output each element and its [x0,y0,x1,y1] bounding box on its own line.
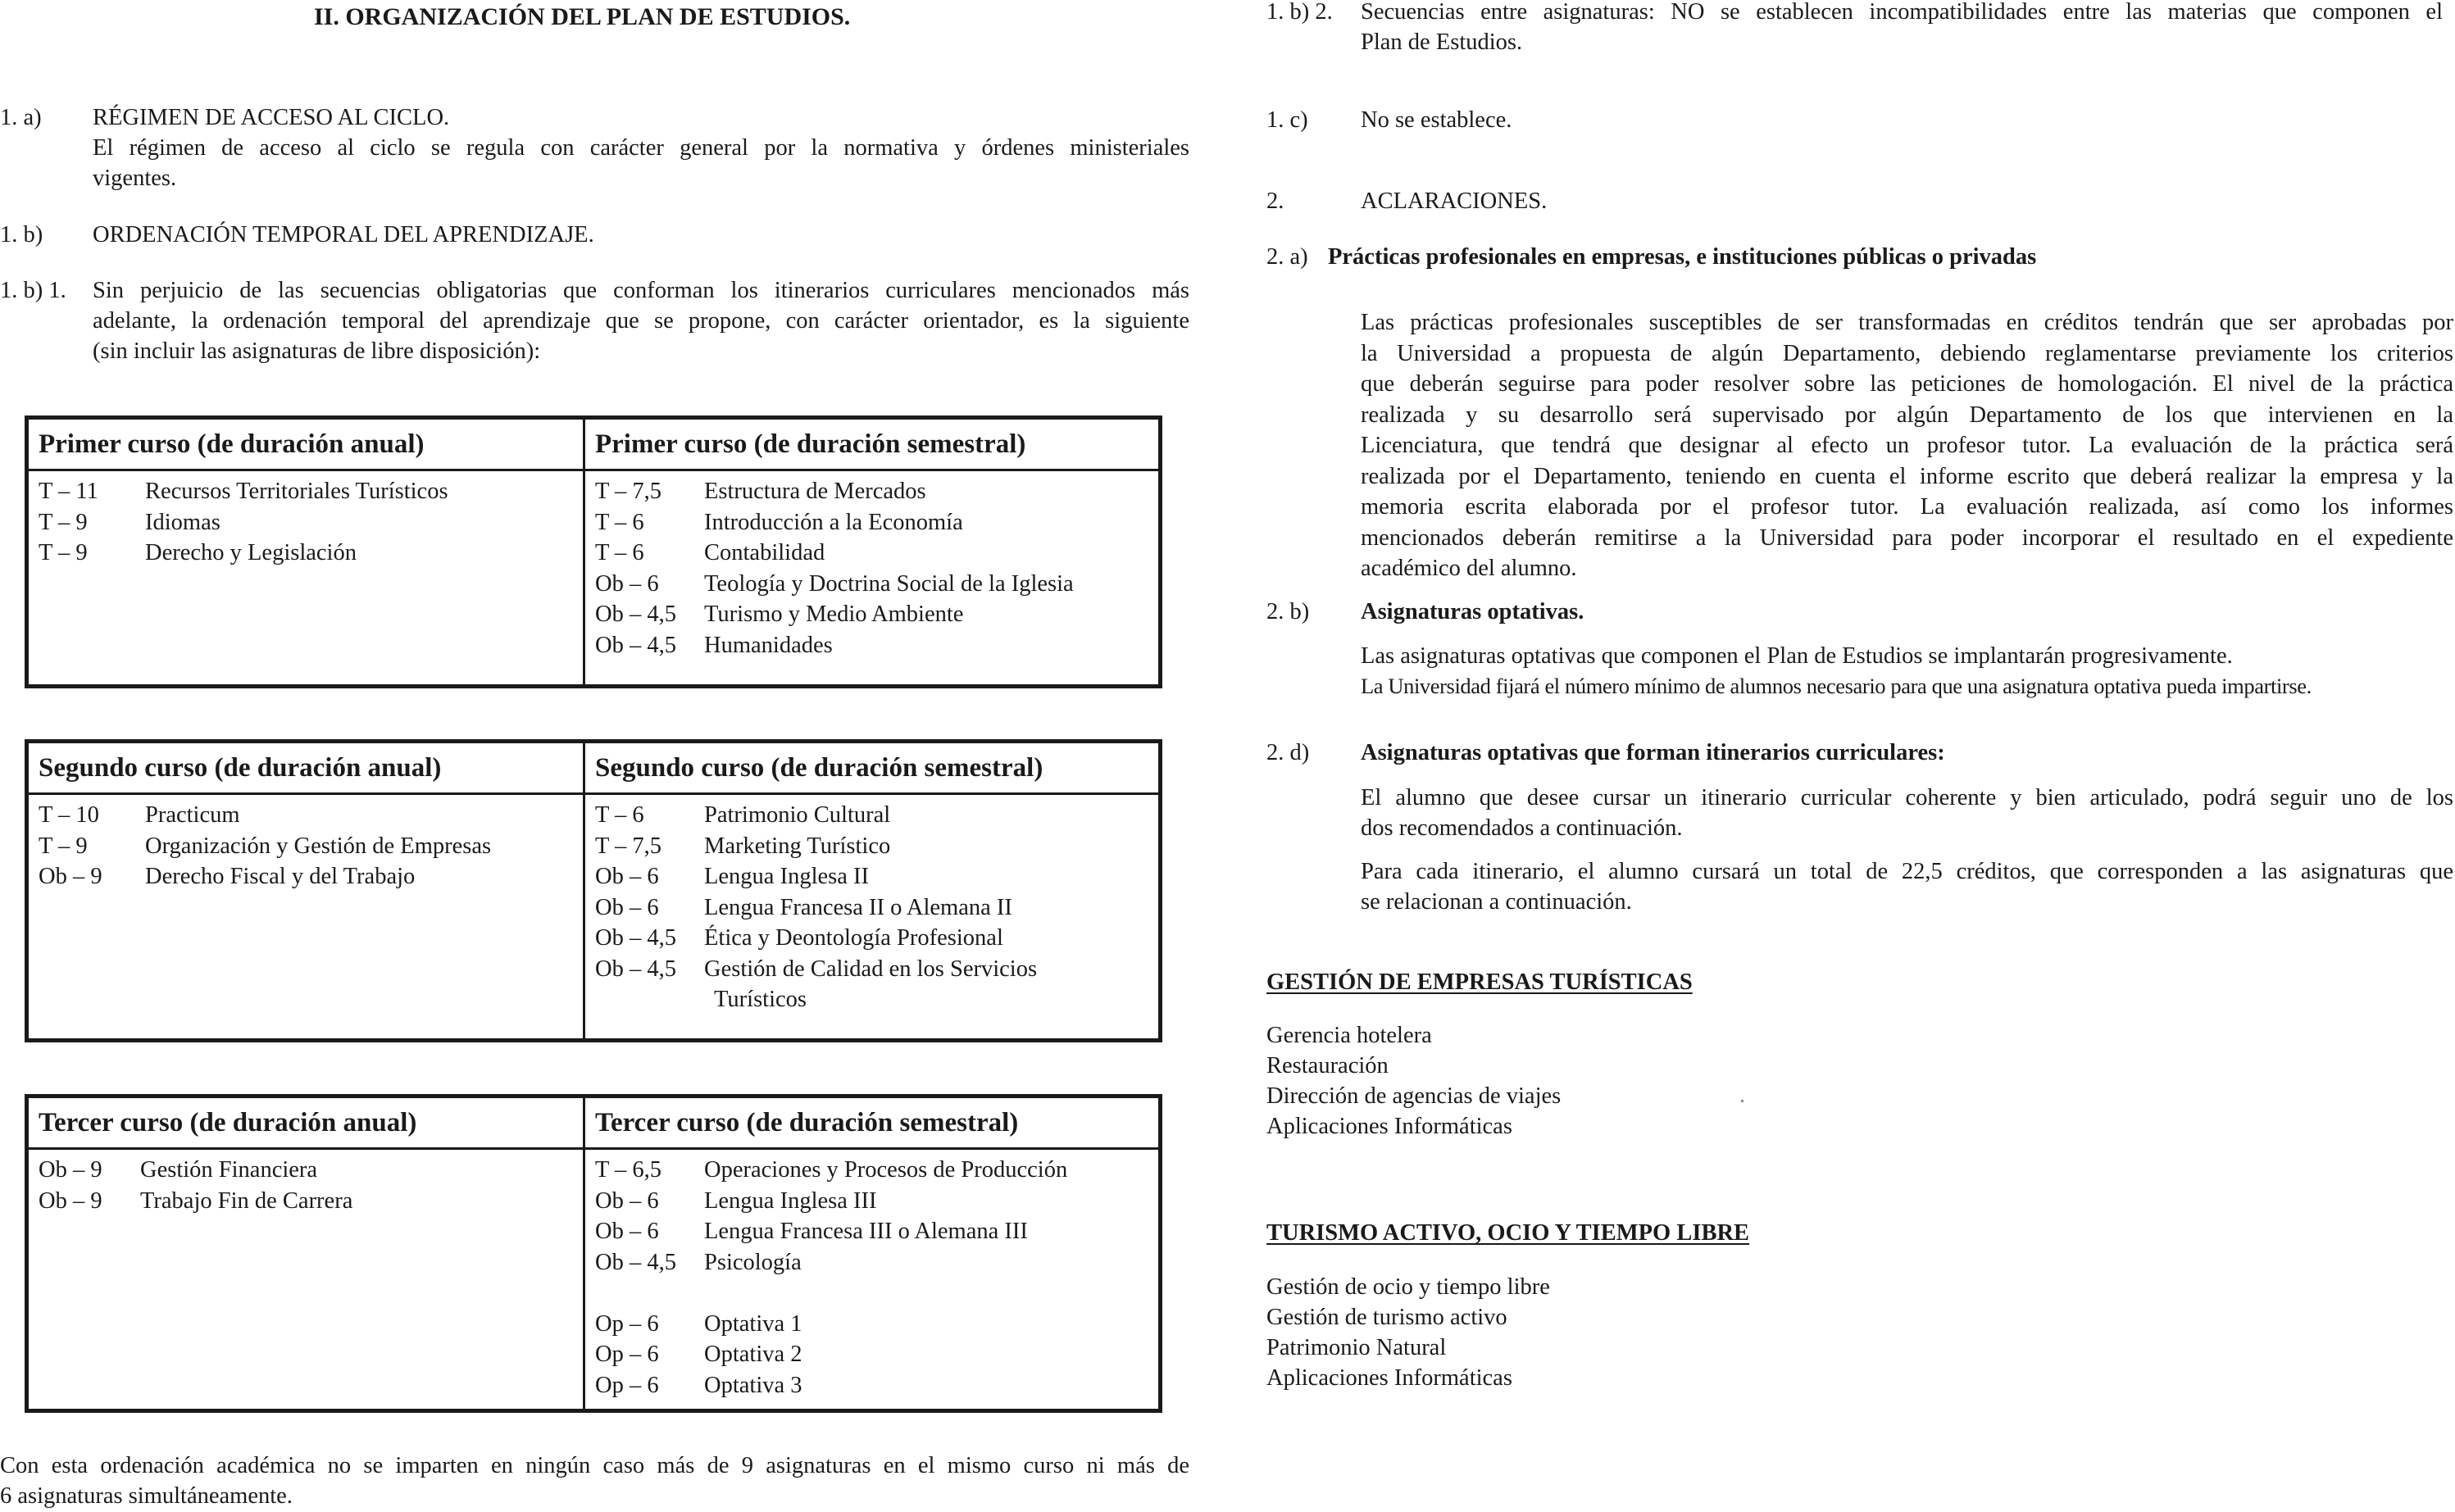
section-title: ACLARACIONES. [1361,188,1548,214]
subject-row: Ob – 9 Gestión Financiera [39,1157,318,1183]
subject-row: T – 6 Patrimonio Cultural [595,802,891,828]
table-header-annual: Primer curso (de duración anual) [27,418,584,470]
paragraph-line: adelante, la ordenación temporal del aprendizaje que se propone, con carácter orientador, es la siguiente [93,308,1189,334]
subject-row: Ob – 6 Lengua Francesa II o Alemana II [595,894,1012,920]
subject-row: Ob – 4,5 Ética y Deontología Profesional [595,925,1003,951]
itinerary-item: Gestión de turismo activo [1266,1305,1507,1330]
subject-row: Ob – 6 Teología y Doctrina Social de la Iglesia [595,570,1074,597]
subject-row: Ob – 9 Derecho Fiscal y del Trabajo [39,864,416,889]
itinerary-item: Aplicaciones Informáticas [1266,1114,1512,1139]
subject-row: T – 7,5 Marketing Turístico [595,833,891,859]
subject-row: T – 6 Contabilidad [595,540,825,565]
paragraph-line: académico del alumno. [1361,556,1577,581]
subject-row: Ob – 4,5 Psicología [595,1249,802,1275]
paragraph-line: se relacionan a continuación. [1361,889,1632,915]
paragraph-line: la Universidad a propuesta de algún Departamento, debiendo reglamentarse previamente los criterios [1361,340,2453,366]
subject-row: Ob – 4,5 Gestión de Calidad en los Servicios [595,956,1038,982]
course-table-second [25,739,1162,1042]
paragraph-line: El régimen de acceso al ciclo se regula con carácter general por la normativa y órdenes ministeriales [93,135,1189,161]
section-number: 1. b) 2. [1266,0,1333,25]
practices-paragraph [1361,307,2453,584]
paragraph-line: realizada por el Departamento, teniendo en cuenta el informe escrito que deberá realizar la empresa y la [1361,463,2453,489]
paragraph-line: vigentes. [93,166,177,191]
paragraph-line: realizada y su desarrollo será supervisado por algún Departamento de los que intervienen en la [1361,402,2453,428]
course-table-third [25,1094,1162,1413]
table-header-semester: Primer curso (de duración semestral) [584,418,1161,470]
section-number: 2. a) [1266,244,1308,270]
subject-row-continuation: Turísticos [714,987,807,1012]
table-header-annual: Segundo curso (de duración anual) [27,742,584,794]
section-number: 2. d) [1266,740,1310,765]
subject-row: Ob – 4,5 Turismo y Medio Ambiente [595,602,964,627]
semester-subjects [584,794,1161,1041]
semester-subjects [584,1149,1161,1411]
paragraph-line: mencionados deberán remitirse a la Universidad para poder incorporar el resultado en el expediente [1361,524,2453,551]
paragraph-line: El alumno que desee cursar un itinerario curricular coherente y bien articulado, podrá seguir uno de los [1361,785,2453,810]
section-title: ORDENACIÓN TEMPORAL DEL APRENDIZAJE. [93,222,594,247]
paragraph-line: Las asignaturas optativas que componen el Plan de Estudios se implantarán progresivamente. [1361,643,2233,669]
subject-row: Op – 6 Optativa 2 [595,1342,802,1367]
subject-row: Ob – 9 Trabajo Fin de Carrera [39,1187,353,1214]
paragraph-line: Las prácticas profesionales susceptibles de ser transformadas en créditos tendrán que ser aprobadas por [1361,310,2453,335]
scan-speck [1741,1100,1744,1102]
itinerary-item: Dirección de agencias de viajes [1266,1083,1562,1109]
paragraph-line: (sin incluir las asignaturas de libre disposición): [93,338,541,364]
subject-row: Op – 6 Optativa 1 [595,1310,802,1337]
subject-row: Ob – 4,5 Humanidades [595,632,833,658]
paragraph-line: Secuencias entre asignaturas: NO se establecen incompatibilidades entre las materias que componen el [1361,0,2443,25]
section-number: 1. b) 1. [0,278,66,303]
table-header-semester: Tercer curso (de duración semestral) [584,1097,1161,1149]
subject-row: T – 6 Introducción a la Economía [595,509,963,535]
page-heading: II. ORGANIZACIÓN DEL PLAN DE ESTUDIOS. [314,3,851,30]
subject-row-spacer [595,1278,1150,1309]
subject-row: Ob – 6 Lengua Inglesa II [595,864,869,889]
itinerary-title: TURISMO ACTIVO, OCIO Y TIEMPO LIBRE [1266,1220,1750,1246]
subject-row: T – 11 Recursos Territoriales Turísticos [39,479,448,504]
table-header-annual: Tercer curso (de duración anual) [27,1097,584,1149]
paragraph-line: que deberán seguirse para poder resolver sobre las peticiones de homologación. El nivel de la práctica [1361,371,2453,397]
paragraph-line: La Universidad fijará el número mínimo de alumnos necesario para que una asignatura optativa pueda impartirse. [1361,674,2312,698]
section-number: 1. c) [1266,107,1308,133]
section-number: 1. a) [0,105,42,130]
paragraph-line: memoria escrita elaborada por el profesor tutor. La evaluación realizada, así como los informes [1361,494,2453,520]
itinerary-title: GESTIÓN DE EMPRESAS TURÍSTICAS [1266,969,1693,995]
paragraph-line: Plan de Estudios. [1361,30,1523,55]
section-number: 1. b) [0,222,43,247]
paragraph-line: 6 asignaturas simultáneamente. [0,1483,293,1509]
itinerary-item: Restauración [1266,1053,1389,1078]
subject-row: T – 10 Practicum [39,802,240,828]
section-title: RÉGIMEN DE ACCESO AL CICLO. [93,105,450,130]
annual-subjects [27,1149,584,1411]
semester-subjects [584,470,1161,687]
section-text: No se establece. [1361,107,1512,133]
section-title: Asignaturas optativas que forman itinerarios curriculares: [1361,740,1945,765]
course-table-first [25,415,1162,688]
subject-row: Ob – 6 Lengua Inglesa III [595,1187,877,1214]
subject-row: T – 6,5 Operaciones y Procesos de Producción [595,1157,1068,1183]
subject-row: T – 9 Idiomas [39,509,220,535]
paragraph-line: Sin perjuicio de las secuencias obligatorias que conforman los itinerarios curriculares mencionados más [93,278,1189,303]
itinerary-item: Gerencia hotelera [1266,1023,1432,1048]
annual-subjects [27,794,584,1041]
section-title: Prácticas profesionales en empresas, e instituciones públicas o privadas [1328,244,2037,270]
section-number: 2. b) [1266,599,1310,624]
itinerary-item: Patrimonio Natural [1266,1335,1447,1360]
paragraph-line: Con esta ordenación académica no se imparten en ningún caso más de 9 asignaturas en el mismo curso ni más de [0,1453,1189,1478]
itinerary-item: Aplicaciones Informáticas [1266,1365,1512,1391]
paragraph-line: Licenciatura, que tendrá que designar al efecto un profesor tutor. La evaluación de la práctica será [1361,433,2453,458]
subject-row: T – 9 Derecho y Legislación [39,540,357,565]
section-title: Asignaturas optativas. [1361,599,1584,624]
paragraph-line: Para cada itinerario, el alumno cursará un total de 22,5 créditos, que corresponden a las asignaturas que [1361,859,2453,884]
subject-row: T – 9 Organización y Gestión de Empresas [39,833,492,859]
section-number: 2. [1266,188,1284,214]
subject-row: Op – 6 Optativa 3 [595,1372,802,1398]
annual-subjects [27,470,584,687]
table-header-semester: Segundo curso (de duración semestral) [584,742,1161,794]
subject-row: Ob – 6 Lengua Francesa III o Alemana III [595,1219,1028,1244]
subject-row: T – 7,5 Estructura de Mercados [595,479,926,504]
paragraph-line: dos recomendados a continuación. [1361,815,1683,841]
itinerary-item: Gestión de ocio y tiempo libre [1266,1274,1550,1300]
